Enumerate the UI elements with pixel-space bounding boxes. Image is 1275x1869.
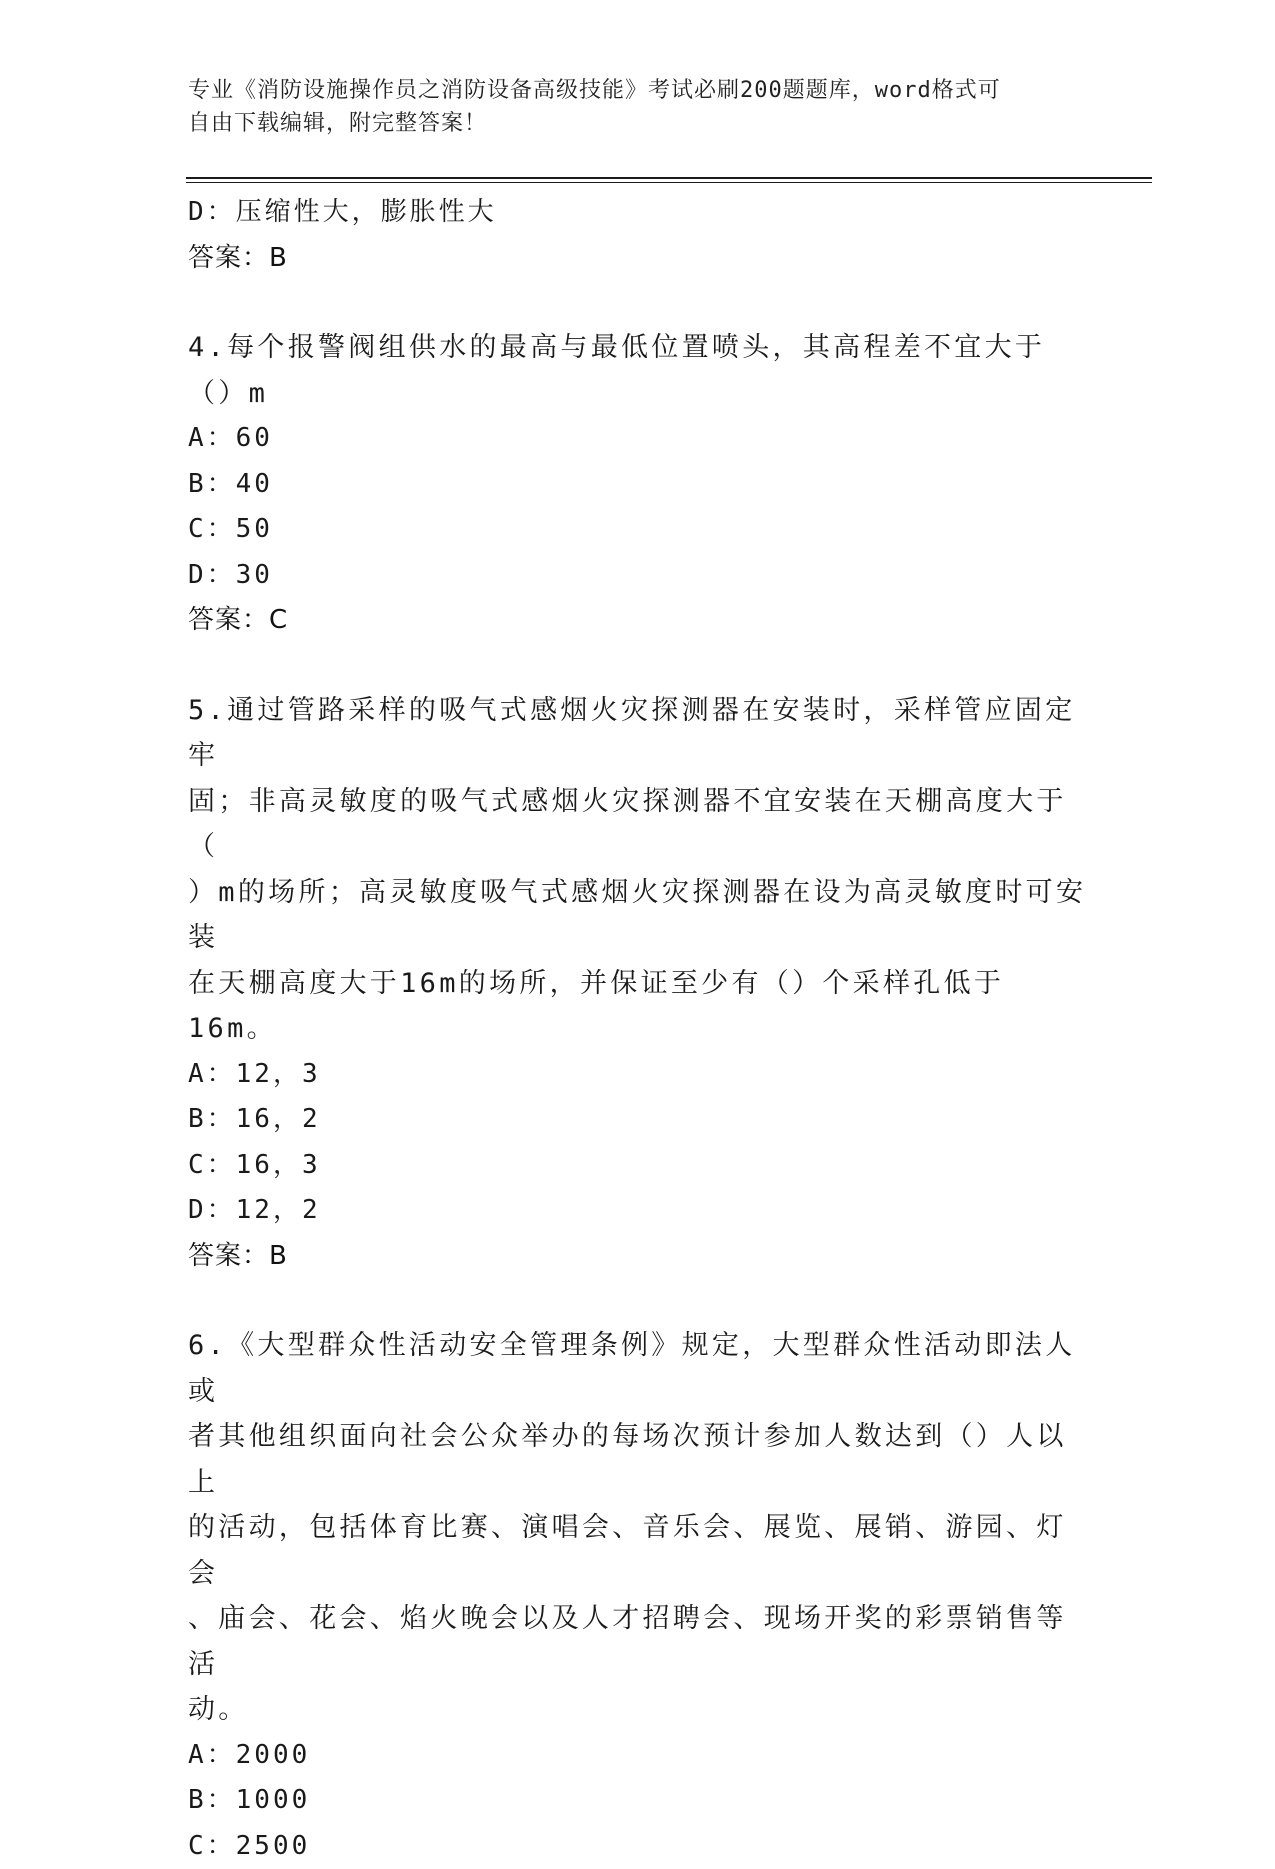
option-c: C：2500 (188, 1824, 1088, 1869)
document-header (188, 74, 1088, 140)
option-c: C：50 (188, 507, 1088, 553)
option-a: A：60 (188, 416, 1088, 462)
spacer (188, 644, 1088, 688)
question-stem-line-2: 固；非高灵敏度的吸气式感烟火灾探测器不宜安装在天棚高度大于（ (188, 779, 1088, 870)
answer-line: 答案：B (188, 236, 1088, 282)
option-c: C：16，3 (188, 1143, 1088, 1189)
option-d: D：12，2 (188, 1188, 1088, 1234)
question-5 (188, 688, 1088, 1280)
question-stem-line-4: 、庙会、花会、焰火晚会以及人才招聘会、现场开奖的彩票销售等活 (188, 1596, 1088, 1687)
option-b: B：1000 (188, 1778, 1088, 1824)
spacer (188, 1279, 1088, 1323)
question-stem-line-2: 者其他组织面向社会公众举办的每场次预计参加人数达到（）人以上 (188, 1414, 1088, 1505)
option-d: D：压缩性大，膨胀性大 (188, 190, 1088, 236)
question-stem-line-3: 的活动，包括体育比赛、演唱会、音乐会、展览、展销、游园、灯会 (188, 1505, 1088, 1596)
option-a: A：2000 (188, 1733, 1088, 1779)
header-rule-thick (186, 177, 1152, 179)
question-3-tail (188, 190, 1088, 281)
header-line-1: 专业《消防设施操作员之消防设备高级技能》考试必刷200题题库，word格式可 (188, 74, 1088, 107)
answer-line: 答案：B (188, 1234, 1088, 1280)
question-stem-line-1: 6.《大型群众性活动安全管理条例》规定，大型群众性活动即法人或 (188, 1323, 1088, 1414)
question-stem-line-1: 5.通过管路采样的吸气式感烟火灾探测器在安装时，采样管应固定牢 (188, 688, 1088, 779)
header-line-2: 自由下载编辑，附完整答案！ (188, 107, 1088, 140)
question-stem: 4.每个报警阀组供水的最高与最低位置喷头，其高程差不宜大于（）m (188, 325, 1088, 416)
question-stem-line-5: 动。 (188, 1687, 1088, 1733)
question-stem-line-4: 在天棚高度大于16m的场所，并保证至少有（）个采样孔低于16m。 (188, 961, 1088, 1052)
spacer (188, 281, 1088, 325)
option-a: A：12，3 (188, 1052, 1088, 1098)
answer-line: 答案：C (188, 598, 1088, 644)
option-d: D：30 (188, 553, 1088, 599)
header-rule-thin (186, 182, 1152, 183)
option-b: B：16，2 (188, 1097, 1088, 1143)
question-stem-line-3: ）m的场所；高灵敏度吸气式感烟火灾探测器在设为高灵敏度时可安装 (188, 870, 1088, 961)
document-content (188, 190, 1088, 1869)
option-b: B：40 (188, 462, 1088, 508)
question-4 (188, 325, 1088, 644)
question-6 (188, 1323, 1088, 1869)
